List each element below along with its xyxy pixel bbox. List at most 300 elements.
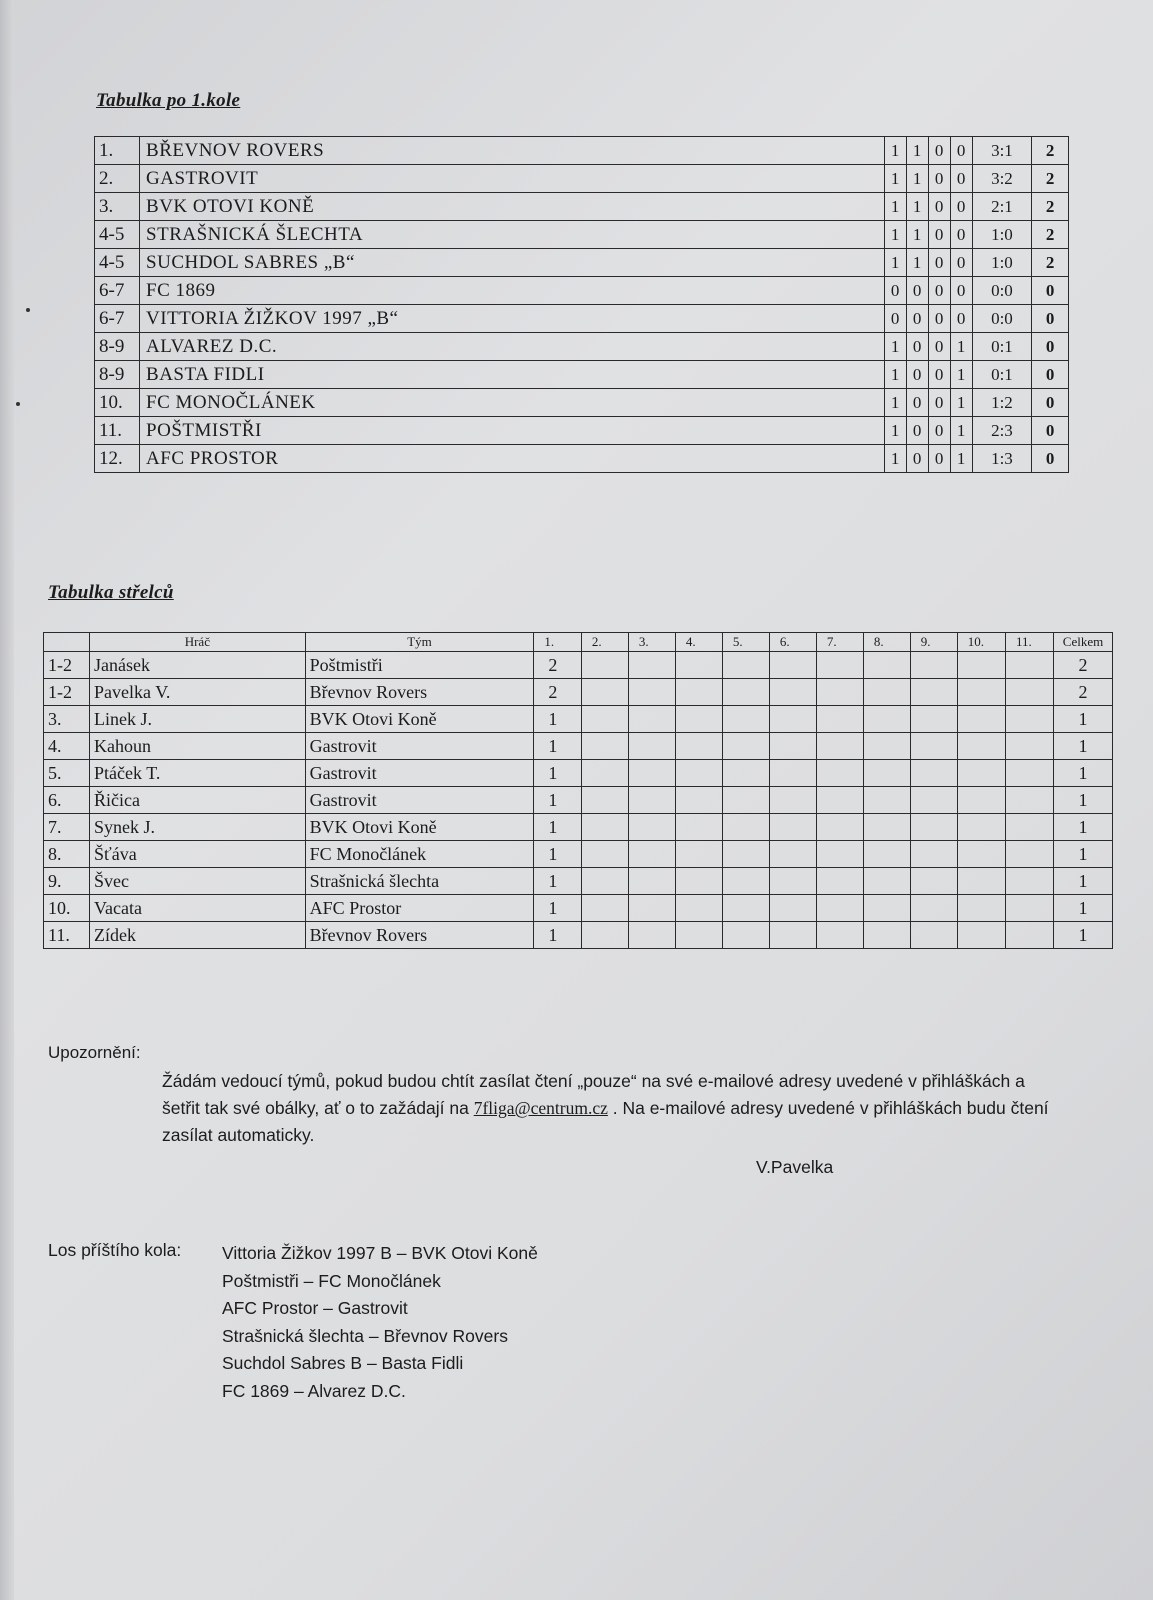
round-cell (628, 679, 675, 706)
team-cell: ALVAREZ D.C. (140, 333, 885, 361)
round-cell (1005, 679, 1053, 706)
match-item: AFC Prostor – Gastrovit (222, 1298, 408, 1318)
table-row (95, 361, 1069, 389)
round-cell (769, 679, 816, 706)
team-cell: Strašnická šlechta (305, 868, 534, 895)
header-player: Hráč (90, 633, 306, 652)
stat-cell: 0 (906, 445, 928, 473)
round-cell (863, 760, 910, 787)
team-cell: Gastrovit (305, 760, 534, 787)
total-cell: 1 (1054, 733, 1113, 760)
rank-cell: 10. (95, 389, 140, 417)
round-cell (675, 652, 722, 679)
stat-cell: 0 (928, 249, 950, 277)
round-cell (628, 733, 675, 760)
table-row (44, 868, 1113, 895)
round-cell (910, 706, 957, 733)
stat-cell: 1 (884, 445, 906, 473)
table-row (95, 249, 1069, 277)
match-item: Strašnická šlechta – Břevnov Rovers (222, 1325, 508, 1346)
match-item: Poštmistři – FC Monočlánek (222, 1270, 441, 1291)
round-cell (1005, 733, 1053, 760)
table-row (95, 445, 1069, 473)
stat-cell: 1 (950, 445, 972, 473)
score-cell: 2:1 (972, 193, 1032, 221)
team-cell: Poštmistři (305, 652, 534, 679)
round-cell (722, 679, 769, 706)
points-cell: 0 (1032, 445, 1069, 473)
stat-cell: 1 (906, 165, 928, 193)
points-cell: 0 (1032, 305, 1069, 333)
stat-cell: 0 (928, 277, 950, 305)
round-cell (863, 814, 910, 841)
notice-text (162, 1068, 1062, 1149)
round-cell: 2 (534, 679, 582, 706)
round-cell (628, 787, 675, 814)
header-round: 7. (816, 633, 863, 652)
stat-cell: 0 (928, 417, 950, 445)
round-cell (816, 868, 863, 895)
round-cell (581, 895, 628, 922)
round-cell (863, 652, 910, 679)
rank-cell: 4-5 (95, 249, 140, 277)
round-cell: 1 (534, 760, 582, 787)
stat-cell: 0 (950, 137, 972, 165)
table-row (44, 706, 1113, 733)
scorers-table (43, 632, 1113, 949)
table-row (95, 389, 1069, 417)
stat-cell: 0 (928, 193, 950, 221)
stat-cell: 1 (906, 221, 928, 249)
scorers-title: Tabulka střelců (48, 582, 174, 603)
score-cell: 1:0 (972, 249, 1032, 277)
notice-text-part: Žádám vedoucí týmů, pokud budou chtít zasílat čtení „pouze“ na své e-mailové adresy uvedené v přihláškách a šetřit tak své obálky, ať o to zažádají na (162, 1071, 1025, 1118)
total-cell: 2 (1054, 679, 1113, 706)
standings-table (94, 136, 1069, 473)
round-cell (910, 922, 957, 949)
match-item: FC 1869 – Alvarez D.C. (222, 1380, 406, 1401)
rank-cell: 8-9 (95, 361, 140, 389)
round-cell (816, 733, 863, 760)
stat-cell: 1 (884, 193, 906, 221)
round-cell (910, 652, 957, 679)
player-cell: Ptáček T. (90, 760, 306, 787)
team-cell: Gastrovit (305, 733, 534, 760)
team-cell: Břevnov Rovers (305, 679, 534, 706)
round-cell: 1 (534, 868, 582, 895)
round-cell (910, 814, 957, 841)
round-cell: 1 (534, 787, 582, 814)
round-cell (769, 787, 816, 814)
total-cell: 1 (1054, 868, 1113, 895)
round-cell (581, 787, 628, 814)
stat-cell: 0 (950, 221, 972, 249)
stat-cell: 0 (950, 193, 972, 221)
round-cell: 1 (534, 895, 582, 922)
round-cell (769, 652, 816, 679)
round-cell (957, 841, 1005, 868)
round-cell (769, 814, 816, 841)
player-cell: Vacata (90, 895, 306, 922)
round-cell (1005, 895, 1053, 922)
round-cell (1005, 760, 1053, 787)
round-cell: 1 (534, 733, 582, 760)
round-cell (863, 841, 910, 868)
round-cell (910, 787, 957, 814)
round-cell (722, 922, 769, 949)
round-cell (957, 868, 1005, 895)
rank-cell: 2. (95, 165, 140, 193)
rank-cell: 12. (95, 445, 140, 473)
header-round: 10. (957, 633, 1005, 652)
round-cell (816, 706, 863, 733)
team-cell: Gastrovit (305, 787, 534, 814)
round-cell (722, 895, 769, 922)
player-cell: Janásek (90, 652, 306, 679)
round-cell (816, 679, 863, 706)
stat-cell: 1 (950, 333, 972, 361)
table-row (95, 165, 1069, 193)
round-cell (628, 760, 675, 787)
round-cell (957, 814, 1005, 841)
points-cell: 0 (1032, 417, 1069, 445)
round-cell (769, 733, 816, 760)
round-cell (910, 760, 957, 787)
points-cell: 0 (1032, 277, 1069, 305)
total-cell: 1 (1054, 922, 1113, 949)
hole-punch-mark (26, 308, 30, 312)
round-cell (957, 760, 1005, 787)
total-cell: 1 (1054, 841, 1113, 868)
round-cell (769, 706, 816, 733)
round-cell (581, 841, 628, 868)
score-cell: 3:2 (972, 165, 1032, 193)
rank-cell: 4-5 (95, 221, 140, 249)
rank-cell: 6-7 (95, 277, 140, 305)
round-cell (628, 652, 675, 679)
round-cell (816, 652, 863, 679)
team-cell: BŘEVNOV ROVERS (140, 137, 885, 165)
player-cell: Synek J. (90, 814, 306, 841)
round-cell: 1 (534, 814, 582, 841)
round-cell (581, 760, 628, 787)
team-cell: FC 1869 (140, 277, 885, 305)
stat-cell: 1 (884, 137, 906, 165)
round-cell (581, 733, 628, 760)
round-cell: 1 (534, 922, 582, 949)
round-cell (1005, 868, 1053, 895)
stat-cell: 0 (906, 305, 928, 333)
team-cell: Břevnov Rovers (305, 922, 534, 949)
stat-cell: 1 (906, 193, 928, 221)
rank-cell: 1-2 (44, 652, 90, 679)
hole-punch-mark (16, 402, 20, 406)
stat-cell: 1 (950, 361, 972, 389)
round-cell (769, 868, 816, 895)
header-round: 9. (910, 633, 957, 652)
standings-title: Tabulka po 1.kole (96, 90, 241, 111)
round-cell (957, 706, 1005, 733)
round-cell (581, 652, 628, 679)
points-cell: 2 (1032, 249, 1069, 277)
round-cell (863, 922, 910, 949)
team-cell: STRAŠNICKÁ ŠLECHTA (140, 221, 885, 249)
total-cell: 1 (1054, 706, 1113, 733)
round-cell (722, 814, 769, 841)
stat-cell: 1 (884, 221, 906, 249)
header-round: 5. (722, 633, 769, 652)
score-cell: 1:0 (972, 221, 1032, 249)
stat-cell: 0 (928, 305, 950, 333)
stat-cell: 0 (928, 221, 950, 249)
stat-cell: 0 (928, 389, 950, 417)
round-cell (769, 895, 816, 922)
round-cell (675, 922, 722, 949)
total-cell: 1 (1054, 814, 1113, 841)
rank-cell: 10. (44, 895, 90, 922)
stat-cell: 0 (906, 389, 928, 417)
table-row (95, 305, 1069, 333)
round-cell (675, 733, 722, 760)
stat-cell: 1 (884, 333, 906, 361)
score-cell: 1:2 (972, 389, 1032, 417)
rank-cell: 9. (44, 868, 90, 895)
round-cell (910, 733, 957, 760)
rank-cell: 3. (44, 706, 90, 733)
stat-cell: 0 (928, 361, 950, 389)
total-cell: 1 (1054, 787, 1113, 814)
stat-cell: 1 (884, 389, 906, 417)
round-cell (1005, 814, 1053, 841)
table-row (95, 417, 1069, 445)
team-cell: BASTA FIDLI (140, 361, 885, 389)
player-cell: Šťáva (90, 841, 306, 868)
round-cell (1005, 652, 1053, 679)
round-cell (628, 841, 675, 868)
notice-label: Upozornění: (48, 1043, 141, 1062)
round-cell (628, 922, 675, 949)
stat-cell: 0 (906, 417, 928, 445)
score-cell: 0:1 (972, 361, 1032, 389)
email-address: 7fliga@centrum.cz (473, 1098, 608, 1118)
stat-cell: 0 (906, 333, 928, 361)
round-cell (1005, 922, 1053, 949)
header-round: 6. (769, 633, 816, 652)
round-cell (816, 787, 863, 814)
round-cell (816, 760, 863, 787)
round-cell (581, 814, 628, 841)
page-edge (0, 0, 14, 1600)
round-cell (722, 652, 769, 679)
round-cell (675, 787, 722, 814)
stat-cell: 0 (950, 249, 972, 277)
stat-cell: 1 (906, 249, 928, 277)
rank-cell: 11. (95, 417, 140, 445)
stat-cell: 0 (950, 277, 972, 305)
round-cell (675, 760, 722, 787)
signature: V.Pavelka (756, 1157, 834, 1177)
round-cell (769, 841, 816, 868)
header-total: Celkem (1054, 633, 1113, 652)
round-cell (957, 922, 1005, 949)
team-cell: AFC Prostor (305, 895, 534, 922)
total-cell: 2 (1054, 652, 1113, 679)
score-cell: 2:3 (972, 417, 1032, 445)
header-round: 3. (628, 633, 675, 652)
stat-cell: 0 (950, 305, 972, 333)
stat-cell: 0 (928, 137, 950, 165)
header-round: 1. (534, 633, 582, 652)
score-cell: 0:1 (972, 333, 1032, 361)
round-cell (816, 841, 863, 868)
round-cell (675, 841, 722, 868)
stat-cell: 0 (906, 277, 928, 305)
team-cell: FC Monočlánek (305, 841, 534, 868)
player-cell: Zídek (90, 922, 306, 949)
round-cell (722, 706, 769, 733)
round-cell (863, 733, 910, 760)
team-cell: GASTROVIT (140, 165, 885, 193)
stat-cell: 1 (950, 389, 972, 417)
player-cell: Linek J. (90, 706, 306, 733)
points-cell: 2 (1032, 221, 1069, 249)
round-cell (628, 814, 675, 841)
total-cell: 1 (1054, 895, 1113, 922)
table-row (44, 922, 1113, 949)
round-cell (675, 679, 722, 706)
round-cell (722, 868, 769, 895)
score-cell: 0:0 (972, 305, 1032, 333)
player-cell: Švec (90, 868, 306, 895)
rank-cell: 1-2 (44, 679, 90, 706)
header-cell (44, 633, 90, 652)
round-cell (628, 895, 675, 922)
next-round-matches (222, 1240, 538, 1405)
round-cell: 1 (534, 841, 582, 868)
points-cell: 0 (1032, 333, 1069, 361)
rank-cell: 8. (44, 841, 90, 868)
round-cell: 1 (534, 706, 582, 733)
stat-cell: 1 (884, 361, 906, 389)
table-row (44, 841, 1113, 868)
round-cell (675, 895, 722, 922)
rank-cell: 8-9 (95, 333, 140, 361)
table-row (44, 814, 1113, 841)
table-row (44, 895, 1113, 922)
match-item: Vittoria Žižkov 1997 B – BVK Otovi Koně (222, 1243, 538, 1263)
stat-cell: 1 (906, 137, 928, 165)
team-cell: POŠTMISTŘI (140, 417, 885, 445)
table-row (95, 277, 1069, 305)
round-cell (675, 868, 722, 895)
rank-cell: 4. (44, 733, 90, 760)
round-cell (769, 922, 816, 949)
stat-cell: 1 (884, 249, 906, 277)
round-cell (863, 787, 910, 814)
rank-cell: 7. (44, 814, 90, 841)
table-row (95, 333, 1069, 361)
player-cell: Kahoun (90, 733, 306, 760)
round-cell (581, 868, 628, 895)
stat-cell: 0 (928, 333, 950, 361)
points-cell: 0 (1032, 361, 1069, 389)
team-cell: BVK Otovi Koně (305, 814, 534, 841)
stat-cell: 0 (928, 445, 950, 473)
header-round: 4. (675, 633, 722, 652)
notice-text-part: . Na e-mailové adresy uvedené v přihláškách budu čtení zasílat automaticky. (162, 1098, 1049, 1145)
round-cell (957, 787, 1005, 814)
header-team: Tým (305, 633, 534, 652)
header-round: 11. (1005, 633, 1053, 652)
round-cell (769, 760, 816, 787)
stat-cell: 1 (950, 417, 972, 445)
table-row (44, 652, 1113, 679)
table-row (44, 679, 1113, 706)
round-cell (722, 841, 769, 868)
stat-cell: 0 (906, 361, 928, 389)
table-row (95, 193, 1069, 221)
round-cell (816, 922, 863, 949)
table-row (95, 221, 1069, 249)
round-cell (910, 895, 957, 922)
round-cell (675, 814, 722, 841)
round-cell (675, 706, 722, 733)
round-cell (957, 895, 1005, 922)
team-cell: AFC PROSTOR (140, 445, 885, 473)
round-cell (863, 706, 910, 733)
total-cell: 1 (1054, 760, 1113, 787)
rank-cell: 3. (95, 193, 140, 221)
round-cell (581, 922, 628, 949)
stat-cell: 1 (884, 165, 906, 193)
stat-cell: 0 (884, 277, 906, 305)
team-cell: BVK Otovi Koně (305, 706, 534, 733)
rank-cell: 6-7 (95, 305, 140, 333)
round-cell (1005, 787, 1053, 814)
round-cell (1005, 706, 1053, 733)
round-cell (581, 706, 628, 733)
table-row (44, 760, 1113, 787)
rank-cell: 11. (44, 922, 90, 949)
round-cell (816, 895, 863, 922)
points-cell: 2 (1032, 193, 1069, 221)
round-cell (910, 841, 957, 868)
stat-cell: 0 (928, 165, 950, 193)
stat-cell: 0 (884, 305, 906, 333)
match-item: Suchdol Sabres B – Basta Fidli (222, 1353, 464, 1373)
points-cell: 0 (1032, 389, 1069, 417)
points-cell: 2 (1032, 165, 1069, 193)
rank-cell: 1. (95, 137, 140, 165)
round-cell (722, 787, 769, 814)
player-cell: Řičica (90, 787, 306, 814)
table-row (44, 787, 1113, 814)
round-cell (863, 868, 910, 895)
table-row (44, 733, 1113, 760)
table-header-row (44, 633, 1113, 652)
team-cell: VITTORIA ŽIŽKOV 1997 „B“ (140, 305, 885, 333)
header-round: 8. (863, 633, 910, 652)
round-cell (957, 679, 1005, 706)
round-cell (628, 706, 675, 733)
round-cell (816, 814, 863, 841)
rank-cell: 5. (44, 760, 90, 787)
round-cell (628, 868, 675, 895)
team-cell: BVK OTOVI KONĚ (140, 193, 885, 221)
score-cell: 0:0 (972, 277, 1032, 305)
player-cell: Pavelka V. (90, 679, 306, 706)
round-cell (1005, 841, 1053, 868)
